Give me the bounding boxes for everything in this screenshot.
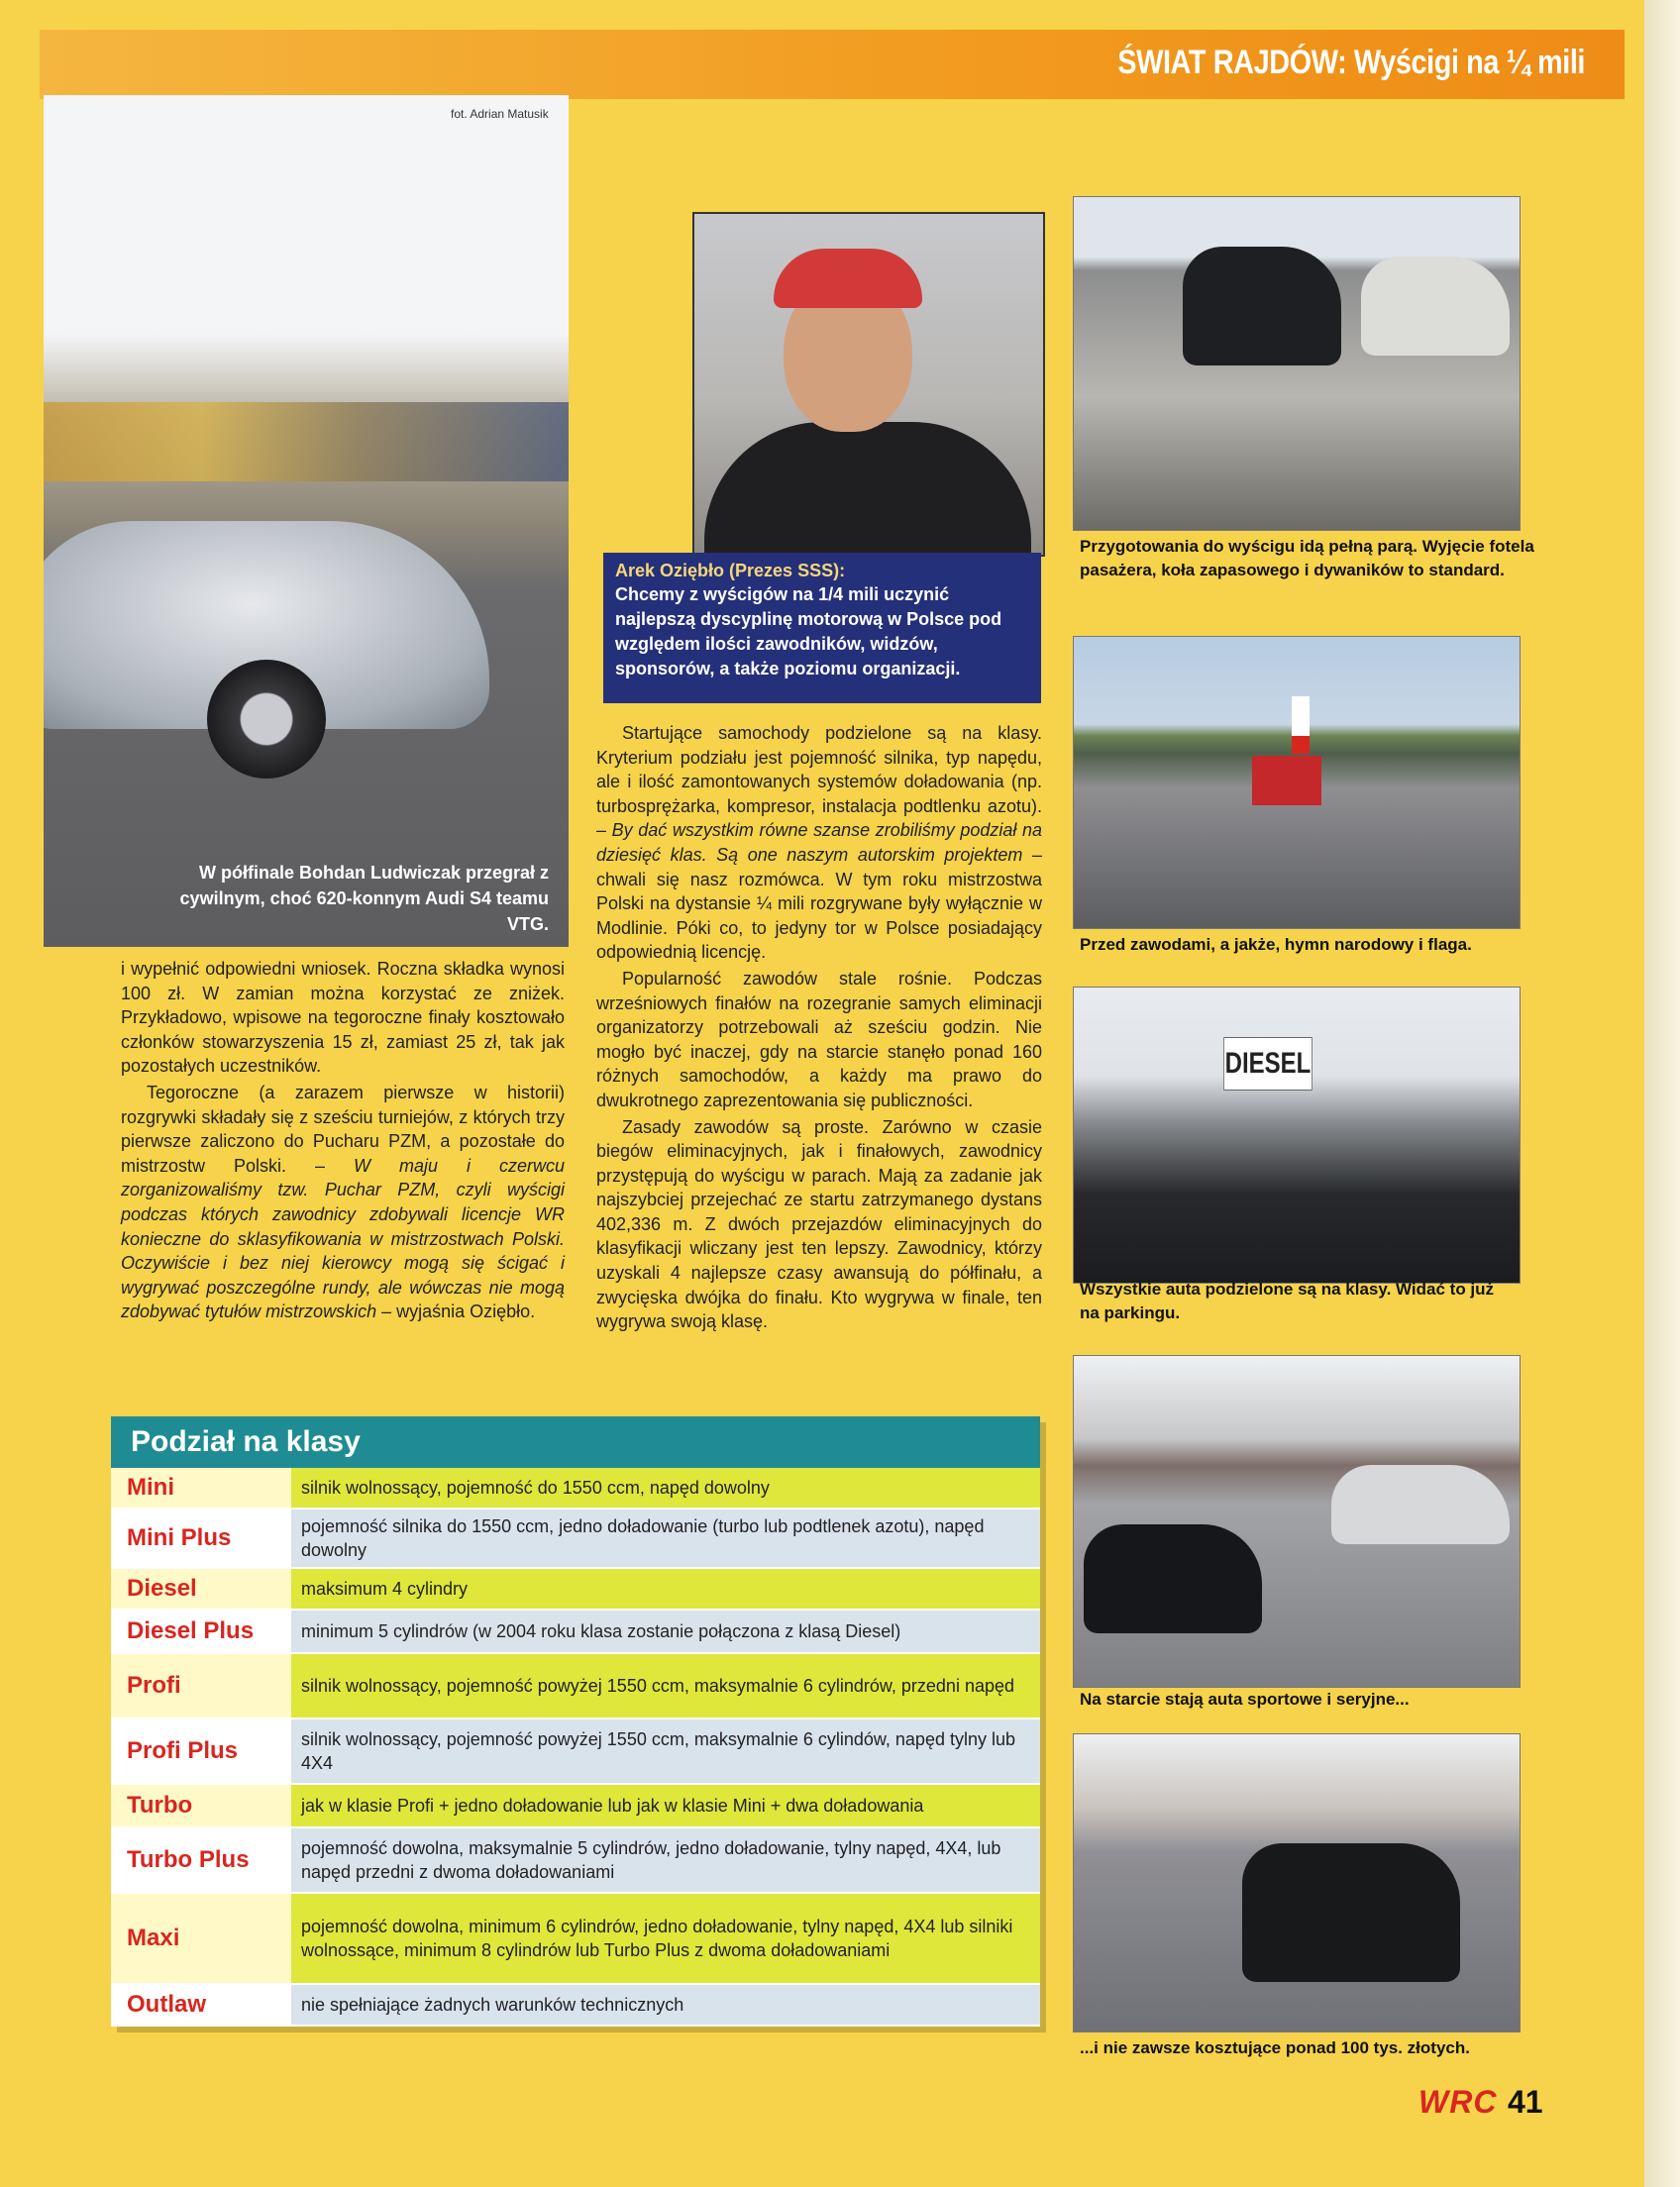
quote-box	[603, 553, 1041, 703]
class-description: minimum 5 cylindrów (w 2004 roku klasa zostanie połączona z klasą Diesel)	[291, 1611, 1040, 1652]
text-span: – chwali się nasz rozmówca. W tym roku mistrzostwa Polski na dystansie ¼ mili rozgrywane były wyłącznie w Modlinie. Póki co, to jedyny tor w Polsce posiadający odpowiednią licencję.	[596, 844, 1042, 963]
table-row	[111, 1828, 1040, 1894]
black-car	[1084, 1524, 1262, 1633]
classes-table	[111, 1416, 1040, 2027]
hero-caption: W półfinale Bohdan Ludwiczak przegrał z cywilnym, choć 620-konnym Audi S4 teamu VTG.	[179, 863, 549, 934]
class-name: Diesel	[111, 1569, 291, 1609]
page-edge	[1644, 0, 1680, 2187]
text-span: – wyjaśnia Oziębło.	[376, 1302, 536, 1322]
table-row	[111, 1510, 1040, 1569]
class-name: Turbo	[111, 1785, 291, 1826]
hero-photo	[44, 95, 569, 947]
flag	[1292, 696, 1310, 754]
side-photo-start	[1073, 1355, 1521, 1688]
magazine-brand: WRC	[1418, 2084, 1498, 2120]
table-row	[111, 1719, 1040, 1785]
paragraph: Popularność zawodów stale rośnie. Podczas wrześniowych finałów na rozegranie samych eliminacji organizatorzy potrzebowali aż sześciu godzin. Nie mogło być inaczej, gdy na starcie stanęło ponad 160 różnych samochodów, a każdy ma prawo do dwukrotnego zaprezentowania się publiczności.	[596, 968, 1042, 1110]
table-row	[111, 1985, 1040, 2027]
class-name: Mini	[111, 1468, 291, 1508]
table-row	[111, 1654, 1040, 1719]
paragraph	[596, 721, 1042, 965]
class-description: silnik wolnossący, pojemność do 1550 ccm, napęd dowolny	[291, 1468, 1040, 1508]
class-name: Turbo Plus	[111, 1828, 291, 1892]
paragraph: Zasady zawodów są proste. Zarówno w czasie biegów eliminacyjnych, jak i finałowych, zawodnicy przystępują do wyścigu w parach. Mają za zadanie jak najszybciej przejechać ze startu zatrzymanego dystans 402,336 m. Z dwóch przejazdów eliminacyjnych do klasyfikacji wliczany jest ten lepszy. Zawodnicy, którzy uzyskali 4 najlepsze czasy awansują do półfinału, a zwycięska dwójka do finału. Kto wygrywa w finale, ten wygrywa swoją klasę.	[596, 1116, 1042, 1332]
class-name: Mini Plus	[111, 1510, 291, 1567]
table-row	[111, 1894, 1040, 1985]
class-description: pojemność dowolna, minimum 6 cylindrów, jedno doładowanie, tylny napęd, 4X4 lub silniki wolnossące, minimum 8 cylindrów lub Turbo Plus z dwoma doładowaniami	[291, 1894, 1040, 1983]
page-number: 41	[1508, 2084, 1543, 2120]
side-photo-golf	[1073, 1733, 1521, 2032]
class-description: silnik wolnossący, pojemność powyżej 1550 ccm, maksymalnie 6 cylindów, napęd tylny lub 4X4	[291, 1719, 1040, 1783]
class-description: pojemność silnika do 1550 ccm, jedno doładowanie (turbo lub podtlenek azotu), napęd dowolny	[291, 1510, 1040, 1567]
class-name: Profi	[111, 1654, 291, 1718]
class-name: Profi Plus	[111, 1719, 291, 1783]
portrait-shirt	[704, 422, 1031, 557]
class-description: maksimum 4 cylindry	[291, 1569, 1040, 1609]
section-header	[40, 30, 1625, 99]
motion-blur	[44, 402, 569, 481]
portrait-photo	[692, 212, 1045, 557]
class-description: pojemność dowolna, maksymalnie 5 cylindrów, jedno doładowanie, tylny napęd, 4X4, lub napęd przedni z dwoma doładowaniami	[291, 1828, 1040, 1892]
class-description: silnik wolnossący, pojemność powyżej 1550 ccm, maksymalnie 6 cylindrów, przedni napęd	[291, 1654, 1040, 1718]
text-span: Tegoroczne (a zarazem pierwsze w historii) rozgrywki składały się z sześciu turniejów, z których trzy pierwsze zaliczono do Pucharu PZM, a pozostałe do mistrzostw Polski. –	[121, 1082, 565, 1176]
class-name: Outlaw	[111, 1985, 291, 2025]
class-description: nie spełniające żadnych warunków technicznych	[291, 1985, 1040, 2025]
portrait-cap	[774, 249, 922, 308]
table-row	[111, 1785, 1040, 1828]
quote-span: By dać wszystkim równe szanse zrobiliśmy podział na dziesięć klas. Są one naszym autorskim projektem	[596, 820, 1042, 865]
silver-car	[1361, 257, 1510, 356]
article-column-2	[596, 721, 1042, 1336]
table-title: Podział na klasy	[111, 1416, 1040, 1468]
quote-name: Arek Oziębło (Prezes SSS):	[615, 561, 846, 580]
silver-audi-tt	[1331, 1465, 1510, 1544]
text-span: Startujące samochody podzielone są na klasy. Kryterium podziału jest pojemność silnika, typ napędu, ale i ilość zamontowanych systemów doładowania (np. turbosprężarka, kompresor, instalacja podtlenku azotu). –	[596, 723, 1042, 841]
section-title: ŚWIAT RAJDÓW: Wyścigi na ¼ mili	[1117, 44, 1585, 81]
class-name: Diesel Plus	[111, 1611, 291, 1652]
black-golf	[1242, 1843, 1460, 1982]
side-caption-3: Wszystkie auta podzielone są na klasy. Widać to już na parkingu.	[1080, 1280, 1495, 1322]
car-wheel	[207, 660, 326, 779]
table-row	[111, 1468, 1040, 1510]
quote-text: Chcemy z wyścigów na 1/4 mili uczynić najlepszą dyscyplinę motorową w Polsce pod względem ilości zawodników, widzów, sponsorów, a także poziomu organizacji.	[615, 584, 1002, 678]
table-row	[111, 1569, 1040, 1611]
photo-credit: fot. Adrian Matusik	[451, 107, 549, 121]
side-caption-2: Przed zawodami, a jakże, hymn narodowy i flaga.	[1080, 935, 1472, 954]
diesel-sign: DIESEL	[1223, 1037, 1312, 1091]
side-photo-preparation	[1073, 196, 1521, 531]
paragraph: i wypełnić odpowiedni wniosek. Roczna składka wynosi 100 zł. W zamian można korzystać ze zniżek. Przykładowo, wpisowe na tegoroczne finały kosztowało członków stowarzyszenia 15 zł, zamiast 25 zł, tak jak pozostałych uczestników.	[121, 959, 565, 1077]
side-caption-4: Na starcie stają auta sportowe i seryjne...	[1080, 1690, 1410, 1709]
class-description: jak w klasie Profi + jedno doładowanie lub jak w klasie Mini + dwa doładowania	[291, 1785, 1040, 1826]
class-name: Maxi	[111, 1894, 291, 1983]
side-photo-parking	[1073, 987, 1521, 1284]
black-car	[1183, 247, 1341, 365]
side-caption-1: Przygotowania do wyścigu idą pełną parą. Wyjęcie fotela pasażera, koła zapasowego i dywaników to standard.	[1080, 537, 1534, 579]
side-caption-5: ...i nie zawsze kosztujące ponad 100 tys. złotych.	[1080, 2038, 1470, 2057]
paragraph	[121, 1081, 565, 1324]
fire-truck	[1252, 756, 1321, 805]
table-row	[111, 1611, 1040, 1654]
article-column-1	[121, 957, 565, 1326]
side-photo-ceremony	[1073, 636, 1521, 929]
quote-span: W maju i czerwcu zorganizowaliśmy tzw. Puchar PZM, czyli wyścigi podczas których zawodnicy zdobywali licencje WR konieczne do sklasyfikowania w mistrzostwach Polski. Oczywiście i bez niej kierowcy mogą się ścigać i wygrywać poszczególne rundy, ale wówczas nie mogą zdobywać tytułów mistrzowskich	[121, 1155, 565, 1322]
